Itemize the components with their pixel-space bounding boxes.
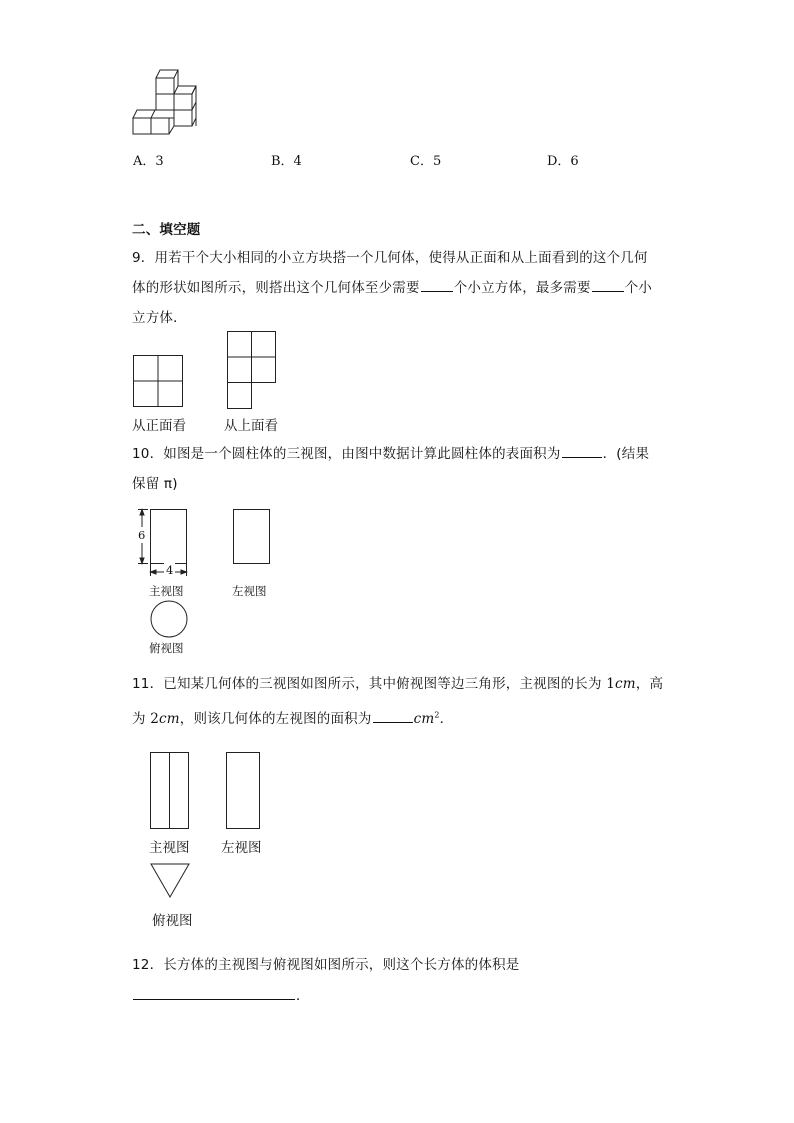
q11-val2: 2cm: [150, 711, 180, 727]
q10-caption-top: 俯视图: [149, 641, 184, 655]
q9-text-b: 个小立方体，最多需要: [453, 280, 591, 296]
q10-text-a: 10．如图是一个圆柱体的三视图，由图中数据计算此圆柱体的表面积为: [132, 446, 561, 462]
q9-top-view: [227, 331, 277, 409]
q11-blank: [373, 721, 413, 723]
q11-top-view: [150, 863, 190, 899]
option-b: B．4: [271, 154, 302, 169]
q11-val1: 1cm: [606, 676, 636, 692]
option-c: C．5: [410, 154, 442, 169]
q11-caption-left: 左视图: [221, 840, 262, 856]
q10-top-view: [150, 600, 188, 638]
q10-dim-width: 4: [166, 563, 174, 577]
q11-line2: [132, 707, 453, 727]
option-a: A．3: [133, 154, 164, 169]
q9-blank-min: [421, 290, 453, 292]
q11-caption-top: 俯视图: [152, 913, 193, 929]
q9-front-view: [133, 355, 183, 407]
q11-text-b: ，高: [635, 676, 664, 692]
q12-blank: [133, 998, 295, 1000]
q10-line2: 保留 π): [132, 476, 178, 492]
q11-text-d: ，则该几何体的左视图的面积为: [179, 711, 372, 727]
q9-line1: 9．用若干个大小相同的小立方块搭一个几何体，使得从正面和从上面看到的这个几何: [132, 250, 648, 266]
q11-left-view: [226, 752, 261, 830]
q10-blank: [562, 456, 602, 458]
q11-unit-area: $cm^2$: [413, 710, 440, 727]
q9-caption-top: 从上面看: [224, 418, 278, 434]
q12-text-end: ．: [296, 988, 310, 1004]
q10-left-view: [233, 509, 270, 565]
q9-line2: [132, 276, 652, 296]
q11-main-view: [150, 752, 190, 830]
q11-caption-main: 主视图: [149, 840, 190, 856]
section-title: 二、填空题: [132, 222, 201, 238]
q11-text-c: 为: [132, 711, 146, 727]
q8-cube-figure: [130, 68, 200, 138]
q12-line2: [132, 984, 310, 1004]
q10-caption-main: 主视图: [149, 584, 184, 598]
q12-line1: 12．长方体的主视图与俯视图如图所示，则这个长方体的体积是: [132, 957, 520, 973]
q10-caption-left: 左视图: [232, 584, 267, 598]
q9-line3: 立方体．: [132, 310, 187, 326]
q9-text-c: 个小: [624, 280, 653, 296]
q10-main-view: [135, 506, 191, 580]
q10-line1: [132, 442, 649, 462]
q9-caption-front: 从正面看: [132, 418, 186, 434]
q11-text-a: 11．已知某几何体的三视图如图所示，其中俯视图等边三角形，主视图的长为: [132, 676, 602, 692]
option-d: D．6: [547, 154, 579, 169]
q11-text-e: ．: [439, 711, 454, 727]
q11-line1: [132, 672, 663, 692]
q9-text-a: 体的形状如图所示，则搭出这个几何体至少需要: [132, 280, 420, 296]
q10-dim-height: 6: [138, 528, 146, 542]
q9-blank-max: [592, 290, 624, 292]
q10-text-b: ．(结果: [602, 446, 650, 462]
